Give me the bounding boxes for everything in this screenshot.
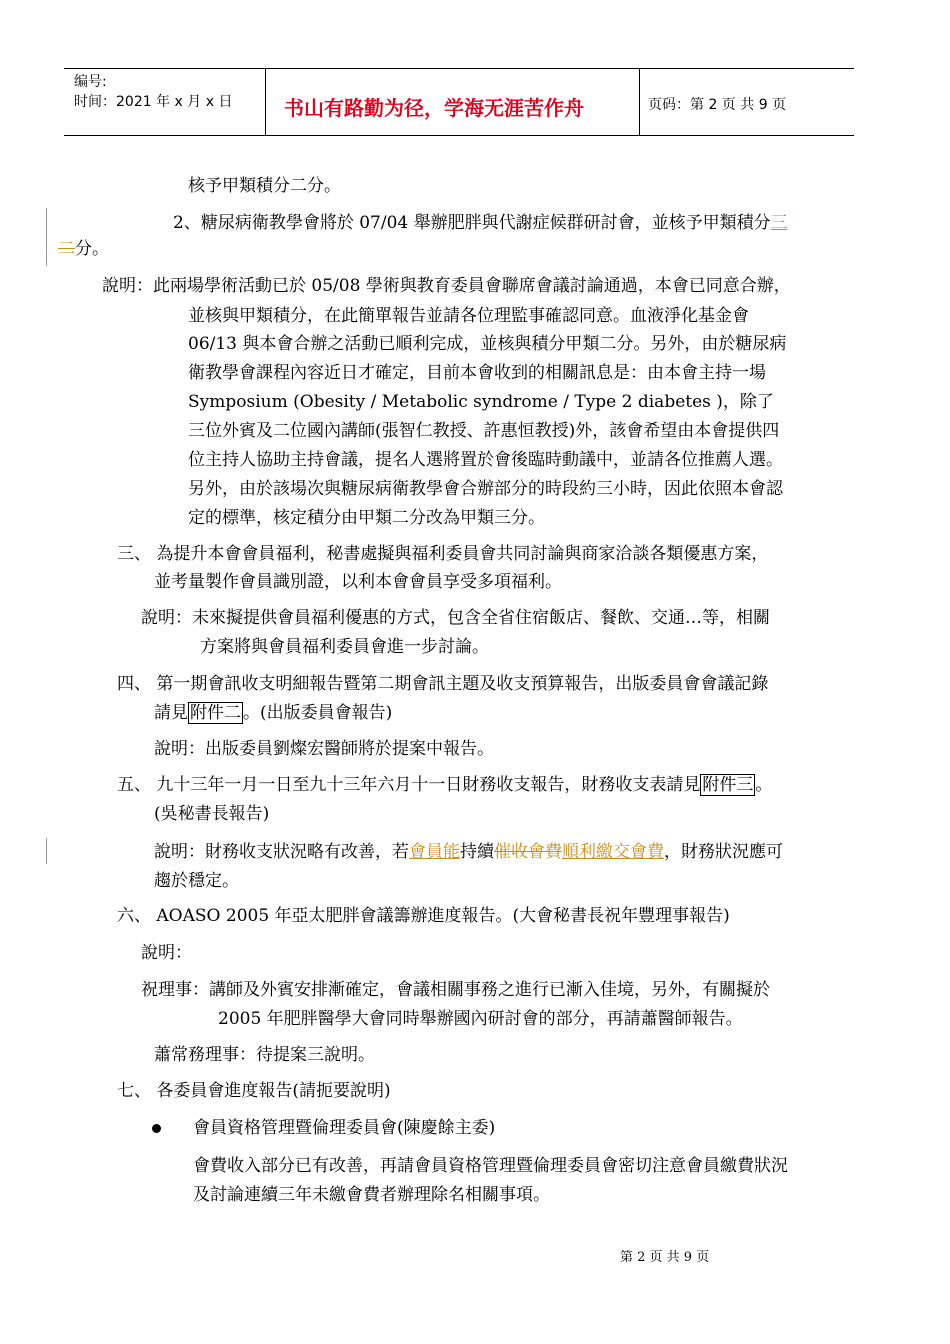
attachment-reference: 附件三 bbox=[702, 775, 754, 795]
body-line: 並核與甲類積分，在此簡單報告並請各位理監事確認同意。血液淨化基金會 bbox=[188, 306, 749, 326]
body-text: ，財務狀況應可 bbox=[664, 842, 783, 862]
header-divider-left bbox=[265, 68, 266, 136]
header-page-label: 页码：第 2 页 共 9 页 bbox=[648, 97, 787, 113]
section-heading bbox=[117, 775, 772, 795]
body-line: 方案將與會員福利委員會進一步討論。 bbox=[200, 637, 489, 657]
tracked-insertion: 三 bbox=[770, 213, 788, 233]
change-bar bbox=[46, 208, 47, 266]
body-text: 五、 九十三年一月一日至九十三年六月十一日財務收支報告，財務收支表請見 bbox=[117, 775, 701, 795]
body-text: 。(出版委員會報告) bbox=[243, 703, 393, 723]
header-divider-right bbox=[639, 68, 640, 136]
body-line: 位主持人協助主持會議，提名人選將置於會後臨時動議中，並請各位推薦人選。 bbox=[188, 450, 783, 470]
body-line: 趨於穩定。 bbox=[154, 871, 239, 891]
tracked-deletion: 二 bbox=[58, 239, 75, 259]
body-line: 祝理事：講師及外賓安排漸確定，會議相關事務之進行已漸入佳境，另外，有關擬於 bbox=[141, 980, 770, 1000]
body-line: 說明：未來擬提供會員福利優惠的方式，包含全省住宿飯店、餐飲、交通…等，相關 bbox=[141, 608, 770, 628]
body-line: 2005 年肥胖醫學大會同時舉辦國內研討會的部分，再請蕭醫師報告。 bbox=[218, 1009, 743, 1029]
attachment-reference: 附件二 bbox=[190, 703, 241, 723]
body-line: 核予甲類積分二分。 bbox=[188, 176, 341, 196]
body-line: 會費收入部分已有改善，再請會員資格管理暨倫理委員會密切注意會員繳費狀況 bbox=[193, 1156, 788, 1176]
body-text: 分。 bbox=[75, 239, 109, 259]
body-text: 持續 bbox=[460, 842, 494, 862]
header-number-label: 编号: bbox=[74, 74, 107, 90]
section-heading: 七、 各委員會進度報告(請扼要說明) bbox=[117, 1081, 391, 1101]
body-text: 2、糖尿病衛教學會將於 07/04 舉辦肥胖與代謝症候群研討會，並核予甲類積分 bbox=[173, 213, 771, 233]
body-text: 說明：財務收支狀況略有改善，若 bbox=[154, 842, 409, 862]
tracked-insertion: 順利繳交會費 bbox=[562, 842, 664, 862]
header-bottom-rule bbox=[64, 135, 854, 136]
body-line: 06/13 與本會合辦之活動已順利完成，並核與積分甲類二分。另外，由於糖尿病 bbox=[188, 334, 787, 354]
header-time-label: 时间：2021 年 x 月 x 日 bbox=[74, 94, 233, 110]
section-heading: 四、 第一期會訊收支明細報告暨第二期會訊主題及收支預算報告，出版委員會會議記錄 bbox=[117, 674, 769, 694]
body-line: Symposium (Obesity / Metabolic syndrome / Type 2 diabetes )，除了 bbox=[188, 392, 774, 412]
body-line: 蕭常務理事：待提案三說明。 bbox=[154, 1045, 375, 1065]
tracked-insertion: 會員能 bbox=[409, 842, 460, 862]
body-text: 。 bbox=[755, 775, 773, 795]
change-bar bbox=[46, 838, 47, 864]
body-line: 衛教學會課程內容近日才確定，目前本會收到的相關訊息是：由本會主持一場 bbox=[188, 363, 766, 383]
body-line: 另外，由於該場次與糖尿病衛教學會合辦部分的時段約三小時，因此依照本會認 bbox=[188, 479, 783, 499]
body-line: 及討論連續三年未繳會費者辦理除名相關事項。 bbox=[193, 1185, 550, 1205]
body-line: 定的標準，核定積分由甲類二分改為甲類三分。 bbox=[188, 508, 545, 528]
header-top-rule bbox=[64, 68, 854, 69]
body-line bbox=[154, 842, 783, 862]
header-motto: 书山有路勤为径，学海无涯苦作舟 bbox=[284, 96, 584, 120]
body-line: 三位外賓及二位國內講師(張智仁教授、許惠恒教授)外，該會希望由本會提供四 bbox=[188, 421, 780, 441]
body-line bbox=[58, 239, 109, 259]
body-line: 說明：出版委員劉燦宏醫師將於提案中報告。 bbox=[154, 739, 494, 759]
bullet-item-label: 會員資格管理暨倫理委員會(陳慶餘主委) bbox=[193, 1118, 496, 1138]
tracked-deletion: 催收會費 bbox=[494, 842, 562, 862]
body-line: 說明：此兩場學術活動已於 05/08 學術與教育委員會聯席會議討論通過，本會已同意合辦， bbox=[102, 276, 791, 296]
section-heading: 三、 為提升本會會員福利，秘書處擬與福利委員會共同討論與商家洽談各類優惠方案， bbox=[117, 544, 769, 564]
body-line: 說明： bbox=[141, 943, 192, 963]
body-line bbox=[173, 213, 788, 233]
body-line: (吳秘書長報告) bbox=[154, 804, 270, 824]
section-heading: 六、 AOASO 2005 年亞太肥胖會議籌辦進度報告。(大會秘書長祝年豐理事報告) bbox=[117, 906, 730, 926]
bullet-icon bbox=[152, 1124, 161, 1133]
body-line bbox=[154, 703, 392, 723]
page-footer: 第 2 页 共 9 页 bbox=[620, 1250, 710, 1265]
body-text: 請見 bbox=[154, 703, 188, 723]
body-line: 並考量製作會員識別證，以利本會會員享受多項福利。 bbox=[154, 572, 562, 592]
